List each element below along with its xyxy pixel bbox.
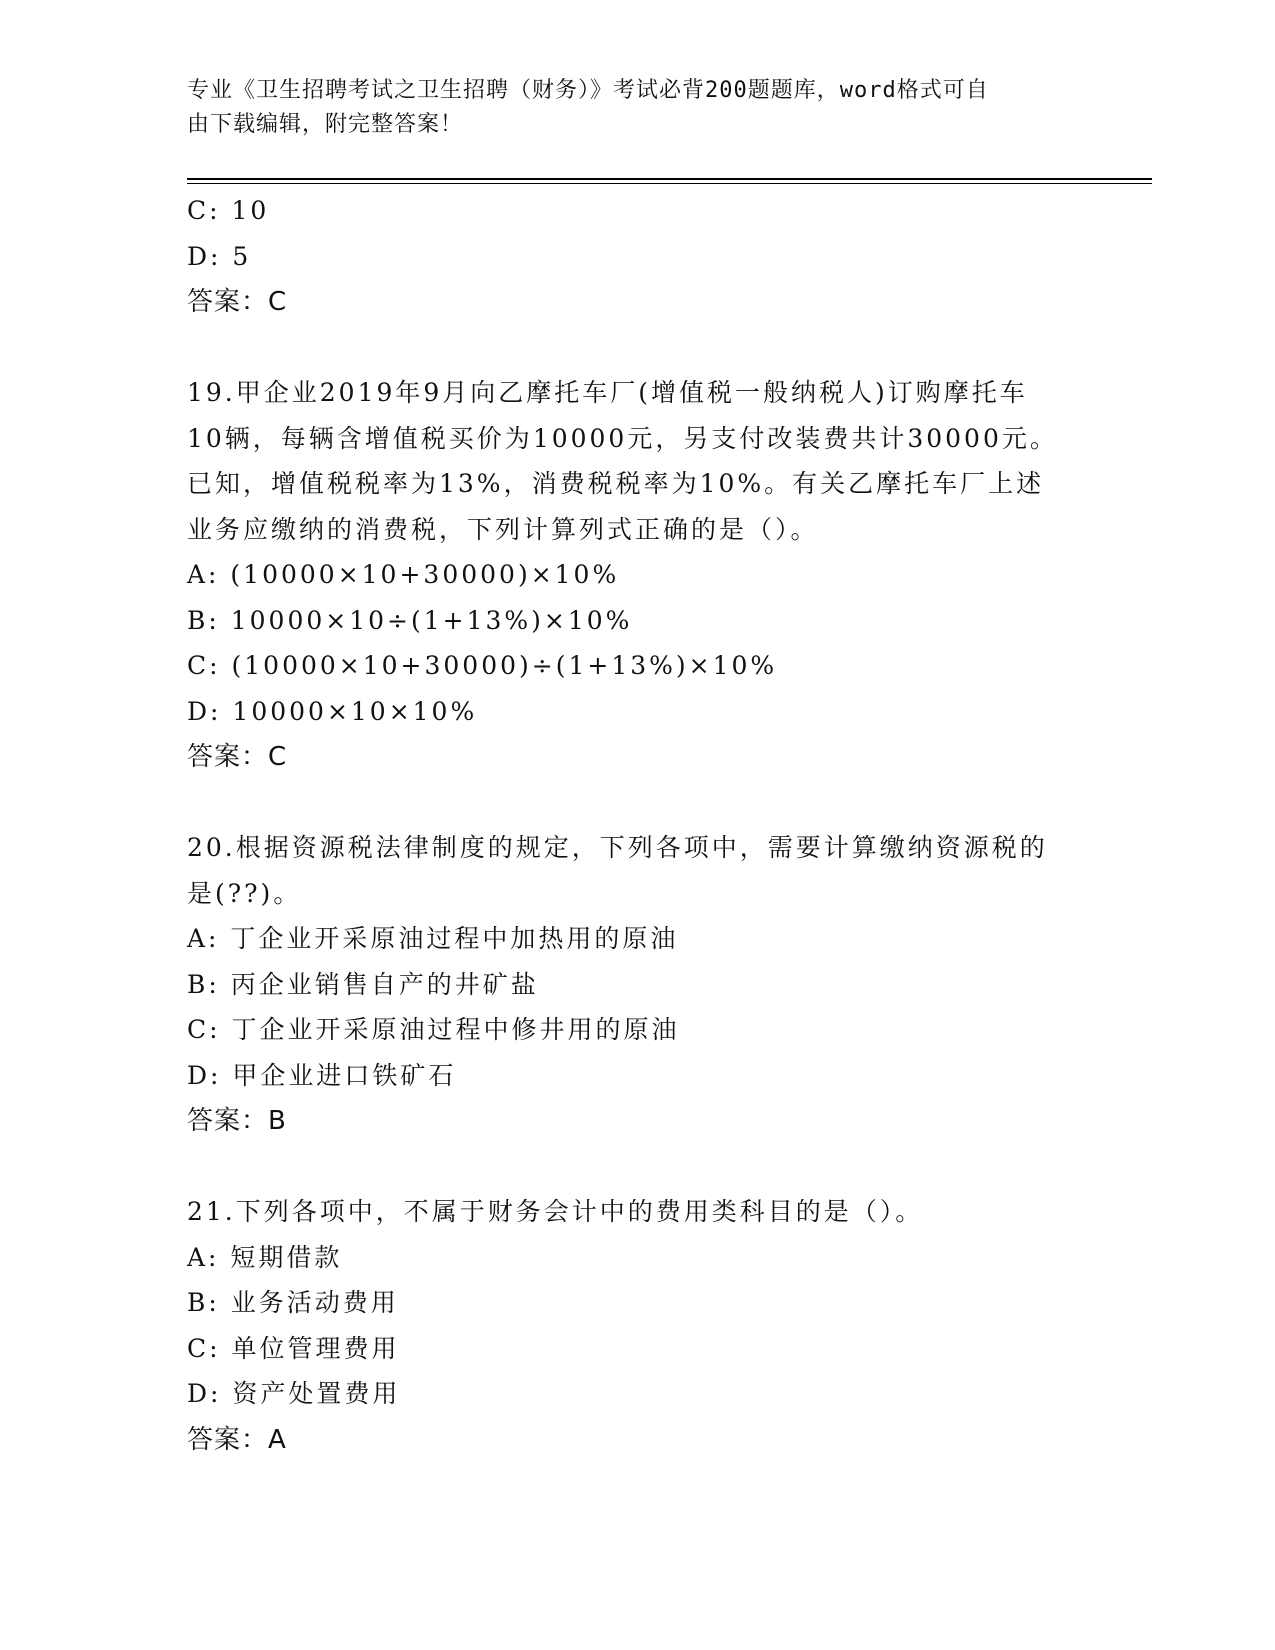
option-d: D: 资产处置费用 — [187, 1379, 401, 1408]
header-line-1: 专业《卫生招聘考试之卫生招聘（财务）》考试必背200题题库，word格式可自 — [187, 78, 989, 103]
option-a: A: (10000×10+30000)×10% — [187, 560, 620, 589]
question-stem-line: 已知，增值税税率为13%，消费税税率为10%。有关乙摩托车厂上述 — [187, 469, 1045, 498]
question-19 — [187, 370, 1087, 780]
option-a: A: 短期借款 — [187, 1242, 343, 1272]
option-d: D: 甲企业进口铁矿石 — [187, 1060, 457, 1090]
document-header — [187, 74, 1067, 142]
option-c: C: (10000×10+30000)÷(1+13%)×10% — [187, 651, 778, 680]
answer-label: 答案：A — [187, 1424, 287, 1455]
option-b: B: 业务活动费用 — [187, 1288, 399, 1317]
header-rule-thin — [187, 183, 1152, 184]
option-c: C: 10 — [187, 196, 270, 225]
option-c: C: 丁企业开采原油过程中修井用的原油 — [187, 1015, 680, 1044]
answer-label: 答案：C — [187, 742, 288, 772]
spacer — [187, 1144, 1087, 1189]
question-stem-line: 是(??)。 — [187, 878, 302, 908]
spacer — [187, 780, 1087, 825]
question-18-tail — [187, 188, 1087, 325]
option-b: B: 丙企业销售自产的井矿盐 — [187, 969, 539, 999]
header-line-2: 由下载编辑，附完整答案！ — [187, 112, 464, 137]
question-20 — [187, 825, 1087, 1144]
spacer — [187, 325, 1087, 370]
header-rule-thick — [187, 178, 1152, 180]
question-21 — [187, 1189, 1087, 1463]
question-stem-line: 20.根据资源税法律制度的规定，下列各项中，需要计算缴纳资源税的 — [187, 833, 1048, 862]
option-a: A: 丁企业开采原油过程中加热用的原油 — [187, 924, 679, 953]
option-b: B: 10000×10÷(1+13%)×10% — [187, 605, 633, 635]
question-list — [187, 188, 1087, 1463]
option-d: D: 10000×10×10% — [187, 696, 478, 726]
question-stem-line: 21.下列各项中，不属于财务会计中的费用类科目的是（）。 — [187, 1197, 924, 1226]
option-d: D: 5 — [187, 241, 252, 271]
answer-label: 答案：C — [187, 287, 288, 317]
question-stem-line: 19.甲企业2019年9月向乙摩托车厂(增值税一般纳税人)订购摩托车 — [187, 378, 1028, 407]
option-c: C: 单位管理费用 — [187, 1333, 400, 1363]
answer-label: 答案：B — [187, 1106, 287, 1136]
question-stem-line: 业务应缴纳的消费税，下列计算列式正确的是（）。 — [187, 514, 819, 544]
question-stem-line: 10辆，每辆含增值税买价为10000元，另支付改装费共计30000元。 — [187, 423, 1058, 453]
